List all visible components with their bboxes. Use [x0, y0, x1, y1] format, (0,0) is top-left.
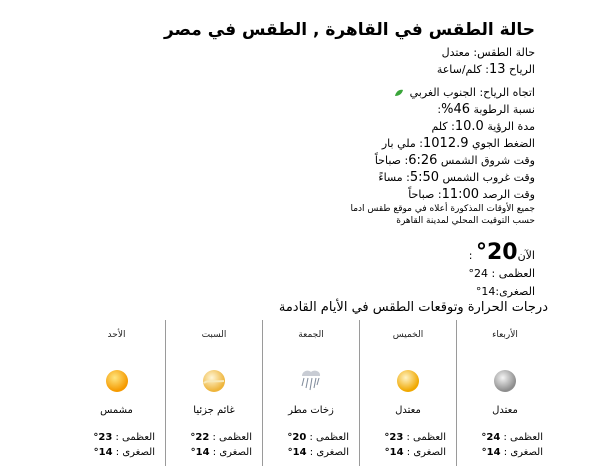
humidity-label: نسبة الرطوبة [473, 103, 535, 116]
forecast-day [359, 320, 456, 466]
rain-icon [296, 366, 326, 396]
now-separator: : [468, 249, 473, 262]
sunrise-unit: : صباحاً [374, 154, 409, 167]
sunrise-row [115, 152, 535, 169]
low-label: الصغرى: [495, 285, 535, 298]
sunset-unit: : مساءً [378, 171, 410, 184]
temps [68, 430, 165, 460]
temps [457, 430, 553, 460]
condition-label: غائم جزئيا [193, 405, 235, 416]
pressure-label: الضغط الجوي [472, 137, 535, 150]
low-value: 14° [93, 447, 113, 458]
high-label: العظمى : [503, 432, 543, 443]
temps [263, 430, 359, 460]
pressure-unit: : ملي بار [381, 137, 423, 150]
forecast-day [262, 320, 359, 466]
now-label: الآن [517, 249, 535, 262]
now-temperature: 20° [475, 240, 518, 265]
forecast-day [165, 320, 262, 466]
low-row [335, 283, 535, 301]
partly-sunny-icon [199, 366, 229, 396]
forecast-heading: درجات الحرارة وتوقعات الطقس في الأيام القادمة [278, 300, 548, 315]
observation-row [115, 186, 535, 203]
low-label: الصغرى : [503, 447, 543, 458]
day-name: الخميس [392, 330, 424, 340]
wind-direction-text: اتجاه الرياح: الجنوب الغربي [409, 86, 535, 99]
condition-label: زخات مطر [288, 405, 334, 416]
pressure-value: 1012.9 [423, 136, 469, 151]
condition-label: معتدل [492, 405, 518, 416]
current-conditions [335, 240, 535, 301]
day-name: الأحد [107, 330, 126, 340]
forecast-day [68, 320, 165, 466]
low-label: الصغرى : [212, 447, 252, 458]
sun-icon [393, 366, 423, 396]
sunrise-label: وقت شروق الشمس [440, 154, 535, 167]
now-row [335, 240, 535, 265]
high-value: 22° [190, 432, 210, 443]
low-label: الصغرى : [309, 447, 349, 458]
low-value: 14° [384, 447, 404, 458]
high-label: العظمى : [491, 267, 535, 280]
observation-unit: : صباحاً [408, 188, 442, 201]
wind-label: الرياح [509, 63, 535, 76]
high-label: العظمى : [115, 432, 155, 443]
observation-label: وقت الرصد [482, 188, 535, 201]
pressure-row [115, 135, 535, 152]
humidity-value: 46% [441, 102, 471, 117]
low-value: 14° [475, 285, 496, 298]
sunset-label: وقت غروب الشمس [442, 171, 535, 184]
humidity-tail: : [437, 103, 442, 116]
high-value: 23° [384, 432, 404, 443]
humidity-row [115, 101, 535, 118]
high-label: العظمى : [406, 432, 446, 443]
high-value: 24° [481, 432, 501, 443]
condition-row [115, 44, 535, 61]
weather-details [115, 44, 535, 227]
low-value: 14° [287, 447, 307, 458]
sunset-row [115, 169, 535, 186]
day-name: الأربعاء [492, 330, 518, 340]
visibility-label: مدة الرؤية [487, 120, 535, 133]
temps [360, 430, 456, 460]
sunny-icon [102, 366, 132, 396]
condition-label: معتدل [395, 405, 421, 416]
leaf-icon [394, 89, 404, 97]
cloud-icon [490, 366, 520, 396]
times-note: جميع الأوقات المذكورة أعلاه في موقع طقس ادما [350, 204, 535, 214]
wind-unit: : كلم/ساعة [436, 63, 489, 76]
timezone-note: حسب التوقيت المحلي لمدينة القاهرة [396, 216, 535, 226]
wind-value: 13 [488, 62, 506, 77]
day-name: الجمعة [298, 330, 324, 340]
visibility-row [115, 118, 535, 135]
wind-row [115, 61, 535, 78]
visibility-value: 10.0 [454, 119, 484, 134]
sunset-value: 5:50 [409, 170, 440, 185]
sunrise-value: 6:26 [408, 153, 438, 168]
low-label: الصغرى : [115, 447, 155, 458]
high-label: العظمى : [212, 432, 252, 443]
day-name: السبت [201, 330, 227, 340]
low-value: 14° [481, 447, 501, 458]
high-value: 24° [468, 267, 489, 280]
low-label: الصغرى : [406, 447, 446, 458]
wind-direction-row [115, 84, 535, 101]
forecast-day [456, 320, 553, 466]
condition-label: مشمس [100, 405, 133, 416]
observation-value: 11:00 [441, 187, 480, 202]
high-value: 23° [93, 432, 113, 443]
high-label: العظمى : [309, 432, 349, 443]
forecast-table [68, 320, 553, 470]
temps [166, 430, 262, 460]
high-value: 20° [287, 432, 307, 443]
high-row [335, 265, 535, 283]
low-value: 14° [190, 447, 210, 458]
visibility-unit: : كلم [431, 120, 455, 133]
condition-text: حالة الطقس: معتدل [441, 46, 535, 59]
page-title: حالة الطقس في القاهرة , الطقس في مصر [163, 20, 535, 40]
